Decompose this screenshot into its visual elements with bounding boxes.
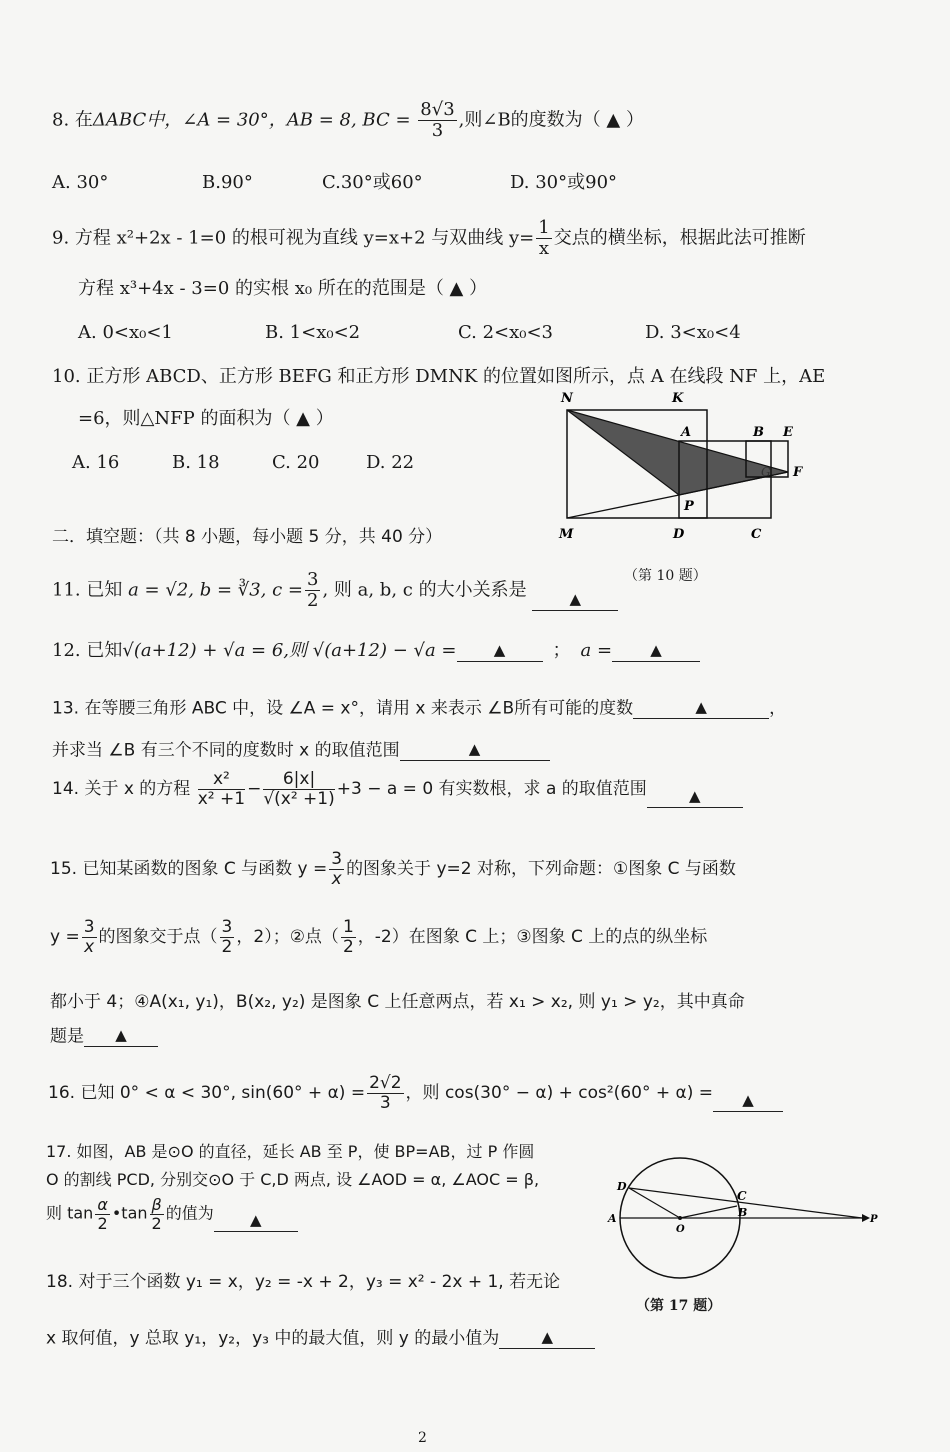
- q16-answer-blank: ▲: [713, 1091, 783, 1112]
- q15-answer-blank: ▲: [84, 1026, 158, 1047]
- q17-line-oc: [680, 1206, 737, 1218]
- page-number: 2: [418, 1430, 427, 1446]
- q13-line2: 并求当 ∠B 有三个不同的度数时 x 的取值范围 ▲: [52, 740, 550, 761]
- q18-line2: x 取何值，y 总取 y₁，y₂，y₃ 中的最大值，则 y 的最小值为 ▲: [46, 1328, 595, 1349]
- q11-answer-blank: ▲: [532, 590, 618, 611]
- q16: 16. 已知 0° < α < 30°, sin(60° + α) = $\frac{2√2}{3}$ ，则 cos(30° − α) + cos²(60° + α) = ▲: [48, 1074, 783, 1112]
- q10-label-n: N: [561, 391, 573, 406]
- q15-line1: 15. 已知某函数的图象 C 与函数 y = $\frac{3}{x}$ 的图象关于 y=2 对称，下列命题：①图象 C 与函数: [50, 849, 736, 889]
- q12-answer-blank-2: ▲: [612, 641, 700, 662]
- q8-option-a: A. 30°: [52, 172, 109, 193]
- q10-label-f: F: [793, 465, 803, 480]
- q10-caption: （第 10 题）: [624, 568, 707, 584]
- q8-option-d: D. 30°或90°: [510, 172, 618, 193]
- q10-label-a: A: [681, 425, 692, 440]
- q9-option-d: D. 3<x₀<4: [645, 322, 741, 343]
- q9-option-a: A. 0<x₀<1: [78, 322, 173, 343]
- q17-figure: [600, 1148, 880, 1298]
- q14-answer-blank: ▲: [647, 787, 743, 808]
- q17-line3: 则 tan $\frac{\alpha}{2}$ •tan $\frac{\beta}{2}$ 的值为 ▲: [46, 1196, 298, 1232]
- q10-segment-mp: [567, 495, 679, 518]
- q17-line2: O 的割线 PCD, 分别交⊙O 于 C,D 两点, 设 ∠AOD = α, ∠AOC = β,: [46, 1170, 540, 1189]
- q17-label-d: D: [617, 1180, 627, 1193]
- q8-option-b: B.90°: [202, 172, 253, 193]
- q12: 12. 已知√(a+12) + √a = 6,则 √(a+12) − √a = ▲ ； a = ▲: [52, 640, 700, 662]
- q12-answer-blank-1: ▲: [457, 641, 543, 662]
- q17-label-o: O: [676, 1224, 685, 1235]
- q10-label-k: K: [672, 391, 684, 406]
- q10-label-g: G: [761, 465, 771, 479]
- q17-answer-blank: ▲: [214, 1211, 298, 1232]
- q17-line-od: [629, 1188, 680, 1218]
- q11: 11. 已知 a = √2, b = ∛3, c = $\frac{3}{2}$ , 则 a, b, c 的大小关系是 ▲: [52, 570, 618, 611]
- q9-line2: 方程 x³+4x - 3=0 的实根 x₀ 所在的范围是（ ▲ ）: [78, 278, 488, 299]
- q18-answer-blank: ▲: [499, 1328, 595, 1349]
- q15-line4: 题是 ▲: [50, 1026, 158, 1047]
- q17-caption: （第 17 题）: [636, 1298, 722, 1314]
- q10-label-d: D: [673, 527, 685, 542]
- q18-line1: 18. 对于三个函数 y₁ = x，y₂ = -x + 2，y₃ = x² - 2x + 1, 若无论: [46, 1272, 561, 1292]
- q8-stem: 8. 在ΔABC中，∠A = 30°，AB = 8, BC = $\frac{8√3}{3}$ ,则∠B的度数为（ ▲ ）: [52, 99, 644, 141]
- q13-line1: 13. 在等腰三角形 ABC 中，设 ∠A = x°，请用 x 来表示 ∠B所有可能的度数 ▲ ，: [52, 698, 787, 719]
- q10-option-d: D. 22: [366, 452, 415, 473]
- q17-arrow-p: [862, 1214, 870, 1222]
- q10-label-b: B: [753, 425, 764, 440]
- q9-line1: 9. 方程 x²+2x - 1=0 的根可视为直线 y=x+2 与双曲线 y= $\frac{1}{x}$ 交点的横坐标，根据此法可推断: [52, 217, 806, 259]
- q10-label-m: M: [559, 527, 574, 542]
- q9-option-b: B. 1<x₀<2: [265, 322, 361, 343]
- q13-answer-blank-1: ▲: [633, 698, 769, 719]
- q13-answer-blank-2: ▲: [400, 740, 550, 761]
- q10-option-c: C. 20: [272, 452, 320, 473]
- q17-label-c: C: [737, 1189, 747, 1203]
- q10-line2: =6，则△NFP 的面积为（ ▲ ）: [78, 408, 334, 429]
- q15-line2: y = $\frac{3}{x}$ 的图象交于点（ $\frac{3}{2}$ ，2）；②点（ $\frac{1}{2}$ ，-2）在图象 C 上；③图象 C 上的点的纵坐标: [50, 917, 708, 957]
- q9-option-c: C. 2<x₀<3: [458, 322, 554, 343]
- q10-label-p: P: [684, 499, 694, 514]
- q17-label-b: B: [738, 1206, 748, 1219]
- q10-line1: 10. 正方形 ABCD、正方形 BEFG 和正方形 DMNK 的位置如图所示，点 A 在线段 NF 上，AE: [52, 366, 826, 387]
- q10-option-b: B. 18: [172, 452, 220, 473]
- q10-option-a: A. 16: [72, 452, 120, 473]
- q10-label-c: C: [751, 527, 762, 542]
- q10-label-e: E: [783, 425, 793, 440]
- q8-option-c: C.30°或60°: [322, 172, 423, 193]
- q14: 14. 关于 x 的方程 $\frac{\text{x²}}{\text{x² +1}}$ − $\frac{6|x|}{\text{√(x² +1)}}$ +3 − a = 0 有实数根，求 a 的取值范围 ▲: [52, 770, 743, 808]
- q17-label-p: P: [870, 1214, 878, 1225]
- q17-label-a: A: [608, 1212, 617, 1225]
- q15-line3: 都小于 4；④A(x₁, y₁)，B(x₂, y₂) 是图象 C 上任意两点，若 x₁ > x₂, 则 y₁ > y₂，其中真命: [50, 992, 745, 1012]
- section-2-header: 二．填空题：（共 8 小题，每小题 5 分，共 40 分）: [52, 527, 443, 547]
- q17-line1: 17. 如图，AB 是⊙O 的直径，延长 AB 至 P，使 BP=AB，过 P 作圆: [46, 1142, 535, 1161]
- q10-figure: [555, 388, 815, 548]
- q10-shaded-triangle: [567, 410, 788, 495]
- q17-center-dot: [678, 1216, 682, 1220]
